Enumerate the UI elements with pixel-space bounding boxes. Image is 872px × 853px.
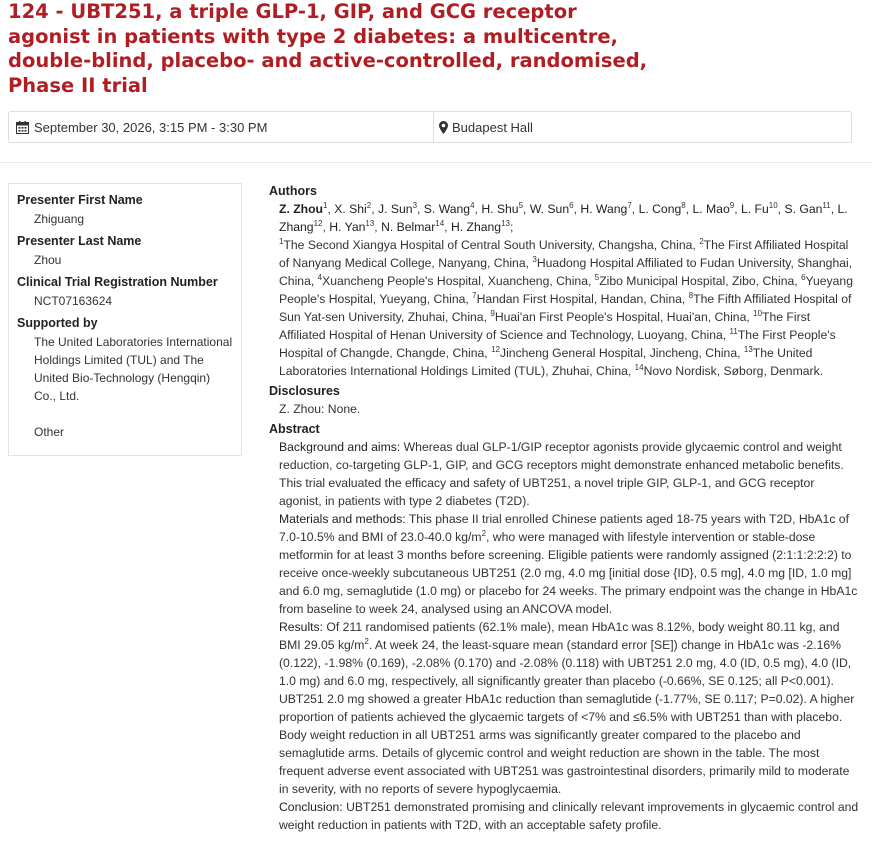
map-marker-icon xyxy=(439,121,448,134)
supported-by-label: Supported by xyxy=(17,316,98,330)
session-location xyxy=(439,120,533,135)
session-datetime-text: September 30, 2026, 3:15 PM - 3:30 PM xyxy=(34,120,268,135)
affiliation-text: The First Affiliated Hospital of Henan University of Science and Technology, Luoyang, China, xyxy=(279,310,811,342)
presenter-last-name-label: Presenter Last Name xyxy=(17,234,142,248)
author-affiliation-index: 12 xyxy=(313,218,323,228)
author-affiliation-index: 4 xyxy=(470,200,475,210)
author-affiliation-index: 7 xyxy=(627,200,632,210)
affiliation-text: The Second Xiangya Hospital of Central South University, Changsha, China, xyxy=(283,238,700,252)
author-affiliation-index: 13 xyxy=(501,218,510,228)
affiliation-index: 8 xyxy=(688,290,694,300)
affiliation-index: 1 xyxy=(279,236,284,246)
support-type: Other xyxy=(34,425,65,439)
affiliation-index: 14 xyxy=(634,362,644,372)
authors-heading: Authors xyxy=(269,184,317,198)
abstract-results: Results: Of 211 randomised patients (62.1% male), mean HbA1c was 8.12%, body weight 80.11 kg, and BMI 29.05 $kg/m^2$. At week 24, the least-square mean (standard error [SE]) change in HbA1c was -2.16% (0.122), -1.98% (0.169), -2.08% (0.170) and -2.08% (0.118) with UBT251 2.0 mg, 4.0 (ID, 0.5 mg), 4.0 (ID, 1.0 mg) and 6.0 mg, respectively, all significantly greater than placebo (-0.66%, SE 0.125; all P<0.001). UBT251 2.0 mg showed a greater HbA1c reduction than semaglutide (-1.77%, SE 0.117; P=0.02). A higher proportion of patients achieved the glycaemic targets of <7% and ≤6.5% with UBT251 than with placebo. Body weight reduction in all UBT251 arms was significantly greater compared to the placebo and semaglutide arms. Details of glycemic control and weight reduction are shown in the table. The most frequent adverse event associated with UBT251 was gastrointestinal disorders, primarily mild to moderate in severity, with no reports of severe hypoglycaemia. xyxy=(279,620,855,796)
author-name: S. Wang xyxy=(423,202,471,216)
affiliation-index: 7 xyxy=(472,290,477,300)
affiliation-text: Huai'an First People's Hospital, Huai'an, China, xyxy=(494,310,754,324)
abstract-background: Background and aims: Whereas dual GLP-1/GIP receptor agonists provide glycaemic control and weight reduction, co-targeting GLP-1, GIP, and GCG receptors might demonstrate enhanced metabolic benefits. This trial evaluated the efficacy and safety of UBT251, a novel triple GIP, GLP-1, and GCG receptor agonist, in patients with type 2 diabetes (T2D). xyxy=(279,440,844,508)
author-separator: , xyxy=(374,220,382,234)
author-affiliation-index: 13 xyxy=(365,218,375,228)
affiliation-text: Yueyang People's Hospital, Yueyang, China, xyxy=(279,274,853,306)
affiliation-index: 2 xyxy=(699,236,704,246)
author-separator: , xyxy=(322,220,330,234)
affiliation-text: Xuancheng People's Hospital, Xuancheng, China, xyxy=(322,274,595,288)
affiliation-text: Zibo Municipal Hospital, Zibo, China, xyxy=(599,274,802,288)
abstract-body xyxy=(269,438,859,834)
affiliation-text: The United Laboratories International Holdings Limited (TUL), Zhuhai, China, xyxy=(279,346,813,378)
author-affiliation-index: 5 xyxy=(518,200,524,210)
info-divider xyxy=(433,112,434,142)
abstract-methods: Materials and methods: This phase II trial enrolled Chinese patients aged 18-75 years with T2D, HbA1c of 7.0-10.5% and BMI of 23.0-40.0 $kg/m^2$, who were managed with lifestyle intervention or stable-dose metformin for at least 3 months before screening. Eligible patients were randomly assigned (2:1:1:2:2:2) to receive once-weekly subcutaneous UBT251 (2.0 mg, 4.0 mg [initial dose {ID}, 0.5 mg], 4.0 mg [ID, 1.0 mg] and 6.0 mg, semaglutide (1.0 mg) or placebo for 24 weeks. The primary endpoint was the change in HbA1c from baseline to week 24, analysed using an ANCOVA model. xyxy=(279,512,858,616)
disclosures-heading: Disclosures xyxy=(269,384,340,398)
author-name: X. Shi xyxy=(334,202,367,216)
author-separator: , xyxy=(371,202,378,216)
abstract-main xyxy=(269,182,859,834)
author-separator: , xyxy=(474,202,482,216)
supported-by: The United Laboratories International Holdings Limited (TUL) and The United Bio-Technology (Hengqin) Co., Ltd. xyxy=(34,335,233,403)
author-separator: , xyxy=(734,202,741,216)
author-separator: , xyxy=(327,202,335,216)
author-name: H. Shu xyxy=(481,202,519,216)
author-name: H. Zhang xyxy=(450,220,502,234)
disclosure-text: Z. Zhou: None. xyxy=(279,402,361,416)
author-affiliation-index: 10 xyxy=(768,200,778,210)
affiliation-index: 13 xyxy=(743,344,753,354)
author-affiliation-index: 8 xyxy=(681,200,686,210)
author-name: N. Belmar xyxy=(381,220,436,234)
authors-list xyxy=(279,200,859,236)
session-datetime xyxy=(16,120,267,135)
affiliation-index: 12 xyxy=(491,344,500,354)
trial-registration-label: Clinical Trial Registration Number xyxy=(17,275,218,289)
author-name: Z. Zhou xyxy=(279,202,323,216)
presenter-first-name: Zhiguang xyxy=(34,212,85,226)
author-name: L. Mao xyxy=(692,202,730,216)
author-affiliation-index: 2 xyxy=(366,200,372,210)
affiliation-index: 11 xyxy=(729,326,738,336)
author-name: H. Wang xyxy=(580,202,628,216)
affiliation-text: The First People's Hospital of Changde, Changde, China, xyxy=(279,328,836,360)
affiliation-text: Huadong Hospital Affiliated to Fudan University, Shanghai, China, xyxy=(279,256,853,288)
author-affiliation-index: 3 xyxy=(412,200,418,210)
affiliation-text: Jincheng General Hospital, Jincheng, China, xyxy=(499,346,744,360)
author-separator: , xyxy=(830,202,838,216)
author-separator: , xyxy=(573,202,581,216)
trial-registration-number: NCT07163624 xyxy=(34,294,113,308)
affiliation-index: 5 xyxy=(594,272,600,282)
author-affiliation-index: 11 xyxy=(822,200,831,210)
affiliation-index: 9 xyxy=(490,308,495,318)
author-affiliation-index: 14 xyxy=(435,218,445,228)
affiliation-text: The Fifth Affiliated Hospital of Sun Yat-sen University, Zhuhai, China, xyxy=(279,292,852,324)
session-info-bar xyxy=(8,111,852,143)
author-name: J. Sun xyxy=(378,202,413,216)
affiliation-index: 4 xyxy=(317,272,323,282)
author-separator: , xyxy=(685,202,693,216)
presenter-last-name: Zhou xyxy=(34,253,62,267)
affiliation-index: 6 xyxy=(801,272,806,282)
methods-label: Materials and methods: xyxy=(279,512,406,526)
page-title: 124 - UBT251, a triple GLP-1, GIP, and GCG receptor agonist in patients with type 2 diabetes: a multicentre, double-blind, placebo- and active-controlled, randomised, Phase II trial xyxy=(8,0,648,97)
affiliation-text: The First Affiliated Hospital of Nanyang Medical College, Nanyang, China, xyxy=(279,238,849,270)
affiliation-index: 10 xyxy=(753,308,763,318)
affiliations xyxy=(279,236,859,380)
author-separator: , xyxy=(417,202,424,216)
author-name: L. Cong xyxy=(638,202,682,216)
affiliation-index: 3 xyxy=(532,254,537,264)
presenter-first-name-label: Presenter First Name xyxy=(17,193,143,207)
author-name: W. Sun xyxy=(529,202,570,216)
author-name: L. Fu xyxy=(740,202,769,216)
author-name: L. Zhang xyxy=(279,202,848,234)
abstract-heading: Abstract xyxy=(269,422,320,436)
conclusion-label: Conclusion: xyxy=(279,800,343,814)
presenter-sidebar xyxy=(8,183,242,456)
author-separator: , xyxy=(444,220,451,234)
background-label: Background and aims: xyxy=(279,440,401,454)
author-affiliation-index: 9 xyxy=(729,200,735,210)
abstract-conclusion: Conclusion: UBT251 demonstrated promising and clinically relevant improvements in glycaemic control and weight reduction in patients with T2D, with an acceptable safety profile. xyxy=(279,800,859,832)
session-location-text: Budapest Hall xyxy=(452,120,533,135)
author-separator: , xyxy=(777,202,785,216)
affiliation-text: Handan First Hospital, Handan, China, xyxy=(476,292,689,306)
author-separator: , xyxy=(631,202,639,216)
author-separator: , xyxy=(523,202,530,216)
calendar-icon xyxy=(16,121,29,134)
results-label: Results: xyxy=(279,620,324,634)
author-affiliation-index: 1 xyxy=(323,200,328,210)
author-name: H. Yan xyxy=(329,220,366,234)
header-divider xyxy=(0,162,872,163)
affiliation-text: Novo Nordisk, Søborg, Denmark. xyxy=(643,364,824,378)
author-name: S. Gan xyxy=(784,202,823,216)
author-separator: ; xyxy=(510,220,514,234)
author-affiliation-index: 6 xyxy=(569,200,574,210)
